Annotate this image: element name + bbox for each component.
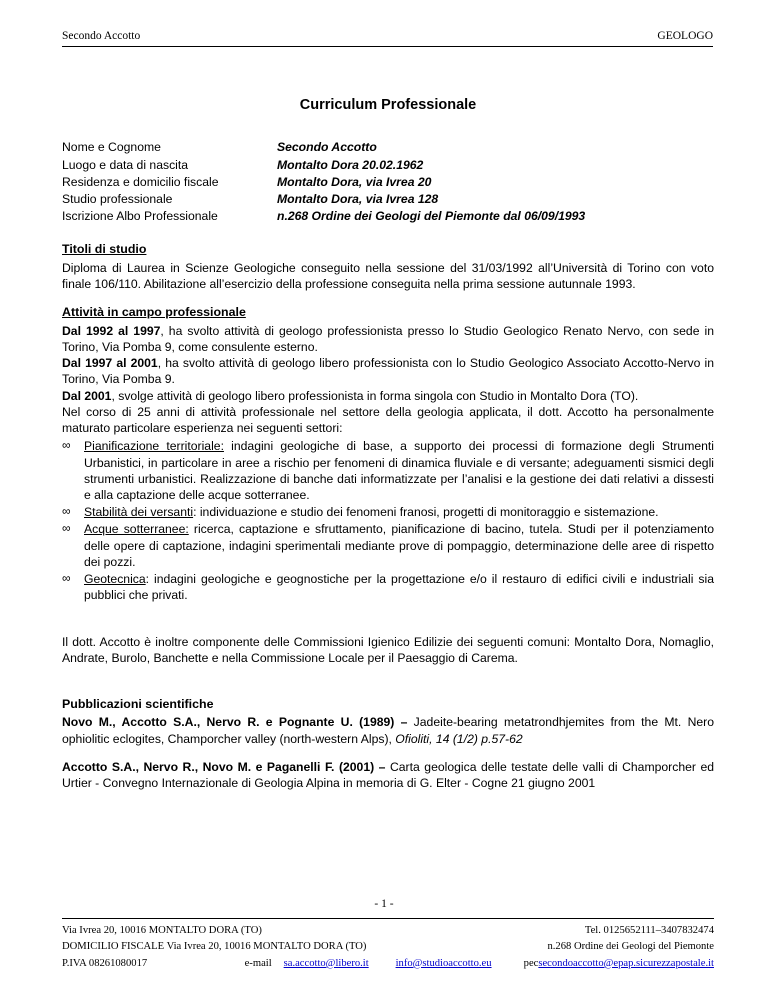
activity-item bbox=[62, 355, 714, 387]
publication-authors: Novo M., Accotto S.A., Nervo R. e Pognante U. (1989) – bbox=[62, 715, 408, 730]
publication-authors: Accotto S.A., Nervo R., Novo M. e Paganelli F. (2001) – bbox=[62, 759, 386, 774]
activity-period: Dal 2001 bbox=[62, 388, 112, 403]
sector-text: : indagini geologiche e geognostiche per la progettazione e/o il restauro di edifici civili e industriali sia pubblici che privati. bbox=[84, 572, 714, 603]
footer-fiscal-address: DOMICILIO FISCALE Via Ivrea 20, 10016 MONTALTO DORA (TO) bbox=[62, 941, 367, 953]
section-heading-studies: Titoli di studio bbox=[62, 242, 147, 257]
info-label: Residenza e domicilio fiscale bbox=[62, 174, 219, 189]
publication-text: Jadeite-bearing metatrondhjemites from the Mt. Nero ophiolitic eclogites, Champorcher valley (north-western Alps), bbox=[62, 715, 715, 746]
activity-text: , svolge attività di geologo libero professionista in forma singola con Studio in Montalto Dora (TO). bbox=[111, 388, 639, 403]
footer-line-1 bbox=[62, 923, 714, 939]
header-left-text: Secondo Accotto bbox=[62, 30, 141, 42]
infinity-bullet-icon: ∞ bbox=[62, 571, 71, 586]
sector-term: Acque sotterranee: bbox=[84, 522, 189, 537]
sectors-list bbox=[62, 438, 714, 603]
footer-registry: n.268 Ordine dei Geologi del Piemonte bbox=[547, 941, 714, 953]
list-item bbox=[62, 521, 714, 570]
table-row bbox=[62, 139, 714, 156]
document-footer bbox=[62, 918, 714, 972]
sector-text: indagini geologiche di base, a supporto dei processi di formazione degli Strumenti Urbanistici, in particolare in aree a rischio per fenomeni di dinamica fluviale e di versante; adeguamenti sismici degli strumenti urbanistici. Realizzazione di banche dati informatizzate per l’analisi e la gestione dei dati relativi a dissesti e alla captazione delle acque sotterranee. bbox=[84, 439, 714, 502]
document-body bbox=[62, 96, 714, 791]
commissions-text: Il dott. Accotto è inoltre componente delle Commissioni Igienico Edilizie dei seguenti comuni: Montalto Dora, Nomaglio, Andrate, Burolo, Banchette e nella Commissione Locale per il Paesaggio di Carema. bbox=[62, 634, 714, 665]
infinity-bullet-icon: ∞ bbox=[62, 438, 71, 453]
footer-phone: Tel. 0125652111–3407832474 bbox=[584, 924, 714, 936]
publication-journal: Ofioliti, 14 (1/2) p.57-62 bbox=[395, 731, 523, 746]
publication-text: Carta geologica delle testate delle valli di Champorcher ed Urtier - Convegno Internazionale di Geologia Alpina in memoria di G. Elter - Cogne 21 giugno 2001 bbox=[62, 759, 714, 791]
table-row bbox=[62, 157, 714, 174]
running-header bbox=[62, 30, 713, 47]
activity-period: Dal 1997 al 2001 bbox=[62, 356, 158, 371]
info-value: Secondo Accotto bbox=[277, 140, 377, 155]
info-value: Montalto Dora 20.02.1962 bbox=[277, 157, 424, 172]
list-item bbox=[62, 571, 714, 603]
footer-pec-link[interactable]: secondoaccotto@epap.sicurezzapostale.it bbox=[538, 957, 714, 969]
footer-pec-label: pec bbox=[523, 957, 539, 969]
studies-text: Diploma di Laurea in Scienze Geologiche conseguito nella sessione del 31/03/1992 all’Università di Torino con voto finale 106/110. Abilitazione all’esercizio della professione conseguita nella prima sessione autunnale 1993. bbox=[62, 260, 714, 292]
info-value: Montalto Dora, via Ivrea 128 bbox=[277, 191, 439, 206]
table-row bbox=[62, 174, 714, 191]
sector-text: ricerca, captazione e sfruttamento, pianificazione di bacino, tutela. Studi per il potenziamento delle opere di captazione, indagini sperimentali mediante prove di pompaggio, determinazione delle aree di rispetto dei pozzi. bbox=[84, 522, 714, 569]
section-heading-publications: Pubblicazioni scientifiche bbox=[62, 696, 214, 711]
info-value: n.268 Ordine dei Geologi del Piemonte dal 06/09/1993 bbox=[277, 209, 586, 224]
list-item bbox=[62, 504, 714, 520]
info-value: Montalto Dora, via Ivrea 20 bbox=[277, 174, 432, 189]
footer-line-3 bbox=[62, 956, 714, 972]
activity-period: Dal 1992 al 1997 bbox=[62, 323, 161, 338]
info-label: Iscrizione Albo Professionale bbox=[62, 209, 218, 224]
infinity-bullet-icon: ∞ bbox=[62, 521, 71, 536]
section-heading-activity: Attività in campo professionale bbox=[62, 305, 246, 320]
activity-item bbox=[62, 388, 714, 404]
table-row bbox=[62, 208, 714, 225]
activity-item bbox=[62, 323, 714, 355]
activity-text: , ha svolto attività di geologo professionista presso lo Studio Geologico Renato Nervo, con sede in Torino, Via Pomba 9, come consulente esterno. bbox=[62, 323, 714, 355]
footer-email-link-2[interactable]: info@studioaccotto.eu bbox=[395, 957, 492, 969]
page-title: Curriculum Professionale bbox=[299, 97, 477, 113]
personal-info-table bbox=[62, 139, 714, 225]
footer-email-link-1[interactable]: sa.accotto@libero.it bbox=[283, 957, 369, 969]
page-number: - 1 - bbox=[374, 898, 394, 910]
info-label: Nome e Cognome bbox=[62, 140, 161, 155]
sector-term: Geotecnica bbox=[84, 572, 146, 587]
list-item bbox=[62, 438, 714, 503]
sectors-intro: Nel corso di 25 anni di attività professionale nel settore della geologia applicata, il dott. Accotto ha personalmente maturato particolare esperienza nei seguenti settori: bbox=[62, 404, 714, 436]
info-label: Luogo e data di nascita bbox=[62, 157, 189, 172]
footer-vat: P.IVA 08261080017 bbox=[62, 957, 148, 969]
infinity-bullet-icon: ∞ bbox=[62, 504, 71, 519]
publication-entry bbox=[62, 714, 714, 746]
publication-entry bbox=[62, 759, 714, 791]
info-label: Studio professionale bbox=[62, 191, 173, 206]
footer-address: Via Ivrea 20, 10016 MONTALTO DORA (TO) bbox=[62, 924, 262, 936]
sector-text: : individuazione e studio dei fenomeni franosi, progetti di monitoraggio e sistemazione. bbox=[193, 505, 659, 520]
footer-line-2 bbox=[62, 939, 714, 955]
table-row bbox=[62, 191, 714, 208]
sector-term: Pianificazione territoriale: bbox=[84, 439, 224, 454]
sector-term: Stabilità dei versanti bbox=[84, 505, 194, 520]
activity-text: , ha svolto attività di geologo libero professionista con lo Studio Geologico Associato Accotto-Nervo in Torino, Via Pomba 9. bbox=[62, 356, 714, 387]
header-right-text: GEOLOGO bbox=[657, 30, 713, 42]
footer-email-label: e-mail bbox=[244, 957, 272, 969]
